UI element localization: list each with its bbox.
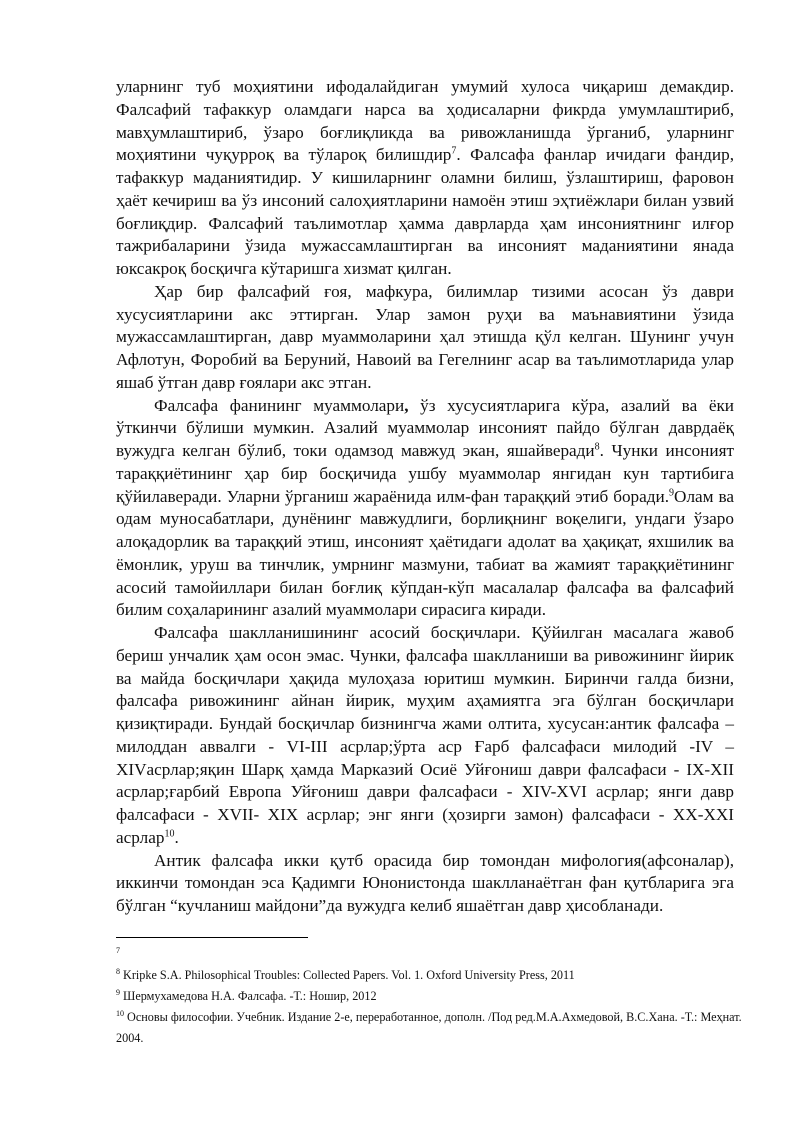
footnote-9 (116, 986, 746, 1007)
paragraph-1-text-b: . Фалсафа фанлар ичидаги фандир, тафаккур маданиятидир. У кишиларнинг оламни билиш, ўзлаштириш, фаровон ҳаёт кечириш ва ўз инсоний салоҳиятларини намоён этиш эҳтиёжлари билан узвий боғлиқдир. Фалсафий таълимотлар ҳамма даврларда ҳам инсониятнинг илғор тажрибаларини ўзида мужассамлаштирган ва инсоният маданиятини янада юксакроқ босқичга кўтаришга хизмат қилган. (116, 145, 734, 278)
paragraph-3-text-c: . Чунки инсоният тараққиётининг ҳар бир босқичида ушбу муаммолар янгидан кун тартибига қўйилаверади. Уларни ўрганиш жараёнида илм-фан тараққий этиб боради. (116, 441, 734, 506)
footnote-8 (116, 965, 746, 986)
footnote-7 (116, 944, 746, 965)
footnote-number: 8 (116, 966, 120, 976)
footnotes-section (116, 937, 746, 1049)
paragraph-5: Антик фалсафа икки қутб орасида бир томондан мифология(афсоналар), иккинчи томондан эса Қадимги Юнонистонда шаклланаётган фан қутбларига эга бўлган “кучланиш майдони”да вужудга келиб яшаётган давр ҳисобланади. (116, 850, 734, 915)
paragraph-4-text-a: Фалсафа шаклланишининг асосий босқичлари. Қўйилган масалага жавоб бериш унчалик ҳам осон эмас. Чунки, фалсафа шаклланиши ва ривожининг йирик ва майда босқичлари ҳақида мулоҳаза юритиш мумкин. Биринчи галда бизни, фалсафа ривожининг айнан йирик, муҳим аҳамиятга эга бўлган босқичлари қизиқтиради. Бундай босқичлар бизнингча жами олтита, хусусан:антик фалсафа – милоддан аввалги - VI-III асрлар;ўрта аср Ғарб фалсафаси милодий -IV – XIVасрлар;яқин Шарқ ҳамда Марказий Осиё Уйғониш даври фалсафаси - IX-XII асрлар;ғарбий Европа Уйғониш даври фалсафаси - XIV-XVI асрлар; янги давр фалсафаси - XVII- XIX асрлар; энг янги (ҳозирги замон) фалсафаси - XX-XXI асрлар (116, 623, 734, 847)
paragraph-3 (116, 395, 734, 623)
footnote-ref-7[interactable]: 7 (451, 145, 457, 157)
paragraph-3-heading: Фалсафа фанининг муаммолари (154, 395, 405, 415)
paragraph-3-text-b: ўз хусусиятларига кўра, азалий ва ёки ўткинчи бўлиши мумкин. Азалий муаммолар инсоният пайдо бўлган даврдаёқ вужудга келган бўлиб, токи одамзод мавжуд экан, яшайверади (116, 395, 734, 460)
footnote-number: 10 (116, 1008, 124, 1018)
footnote-separator (116, 937, 308, 938)
footnote-text: Kripke S.A. Philosophical Troubles: Collected Papers. Vol. 1. Oxford University Press, 2011 (120, 968, 575, 982)
footnote-ref-8[interactable]: 8 (594, 441, 600, 453)
paragraph-1 (116, 76, 734, 281)
footnote-ref-10[interactable]: 10 (164, 828, 175, 840)
paragraph-3-comma: , (404, 395, 409, 415)
paragraph-2: Ҳар бир фалсафий ғоя, мафкура, билимлар тизими асосан ўз даври хусусиятларини акс эттирган. Улар замон руҳи ва маънавиятини ўзида мужассамлаштирган, давр муаммоларини ҳал этишда қўл келган. Шунинг учун Афлотун, Форобий ва Беруний, Навоий ва Гегелнинг асар ва таълимотларида улар яшаб ўтган давр ғоялари акс этган. (116, 281, 734, 392)
paragraph-1-text-a: уларнинг туб моҳиятини ифодалайдиган умумий хулоса чиқариш демакдир. Фалсафий тафаккур оламдаги нарса ва ҳодисаларни фикрда умумлаштириб, мавҳумлаштириб, ўзаро боғлиқликда ва ривожланишда ўрганиб, уларнинг моҳиятини чуқурроқ ва тўлароқ билишдир (116, 77, 734, 165)
paragraph-4 (116, 622, 734, 850)
paragraph-4-text-b: . (174, 827, 179, 847)
footnote-ref-9[interactable]: 9 (669, 486, 675, 498)
footnote-text: Основы философии. Учебник. Издание 2-е, переработанное, дополн. /Под ред.М.А.Ахмедовой, В.С.Хана. -Т.: Меҳнат. 2004. (116, 1010, 742, 1045)
document-body (116, 76, 734, 918)
footnote-number: 9 (116, 987, 120, 997)
footnote-text: Шермухамедова Н.А. Фалсафа. -Т.: Ношир, 2012 (120, 989, 377, 1003)
footnote-number: 7 (116, 945, 120, 955)
paragraph-3-text-d: Олам ва одам муносабатлари, дунёнинг мавжудлиги, борлиқнинг воқелиги, ундаги ўзаро алоқадорлик ва тараққий этиш, инсоният ҳаётидаги адолат ва ҳақиқат, яхшилик ва ёмонлик, уруш ва тинчлик, умрнинг мазмуни, табиат ва жамият тараққиётининг асосий тамойиллари билан боғлиқ кўпдан-кўп масалалар фалсафа ва фалсафий билим соҳаларининг азалий муаммолари сирасига киради. (116, 486, 734, 620)
footnote-10 (116, 1007, 746, 1049)
